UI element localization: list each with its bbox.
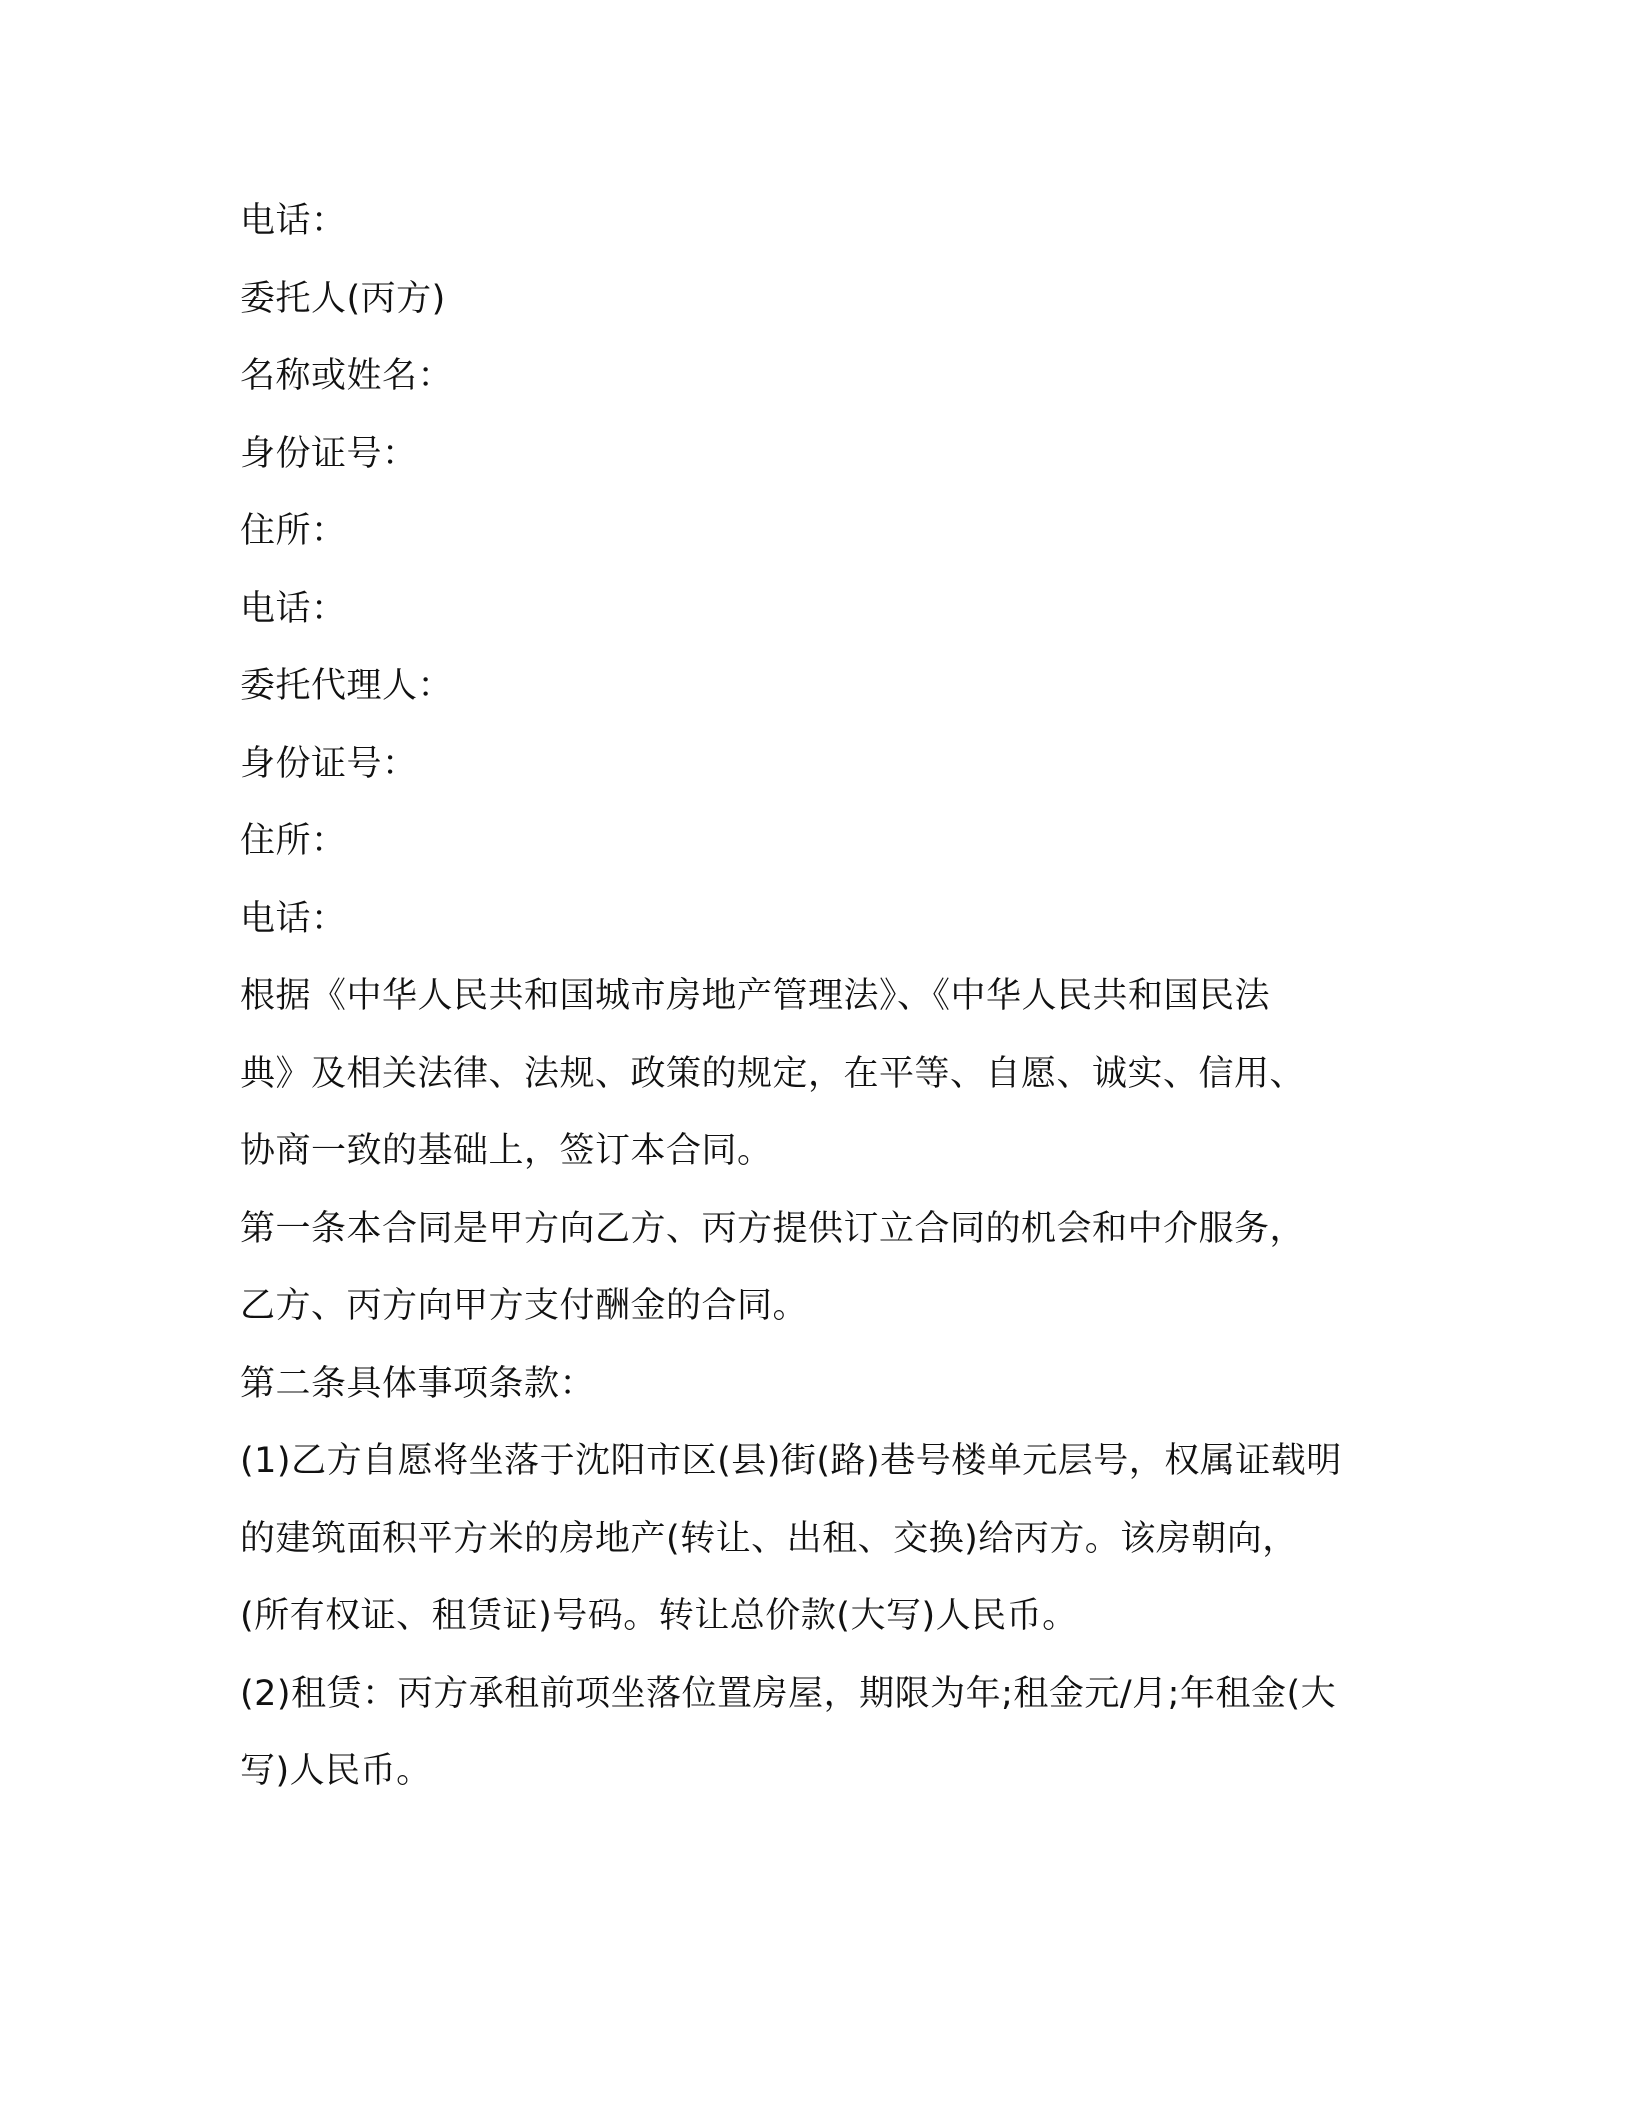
clause-2-line-2: 写)人民币。 — [240, 1751, 432, 1791]
preamble-line-2: 典》及相关法律、法规、政策的规定，在平等、自愿、诚实、信用、 — [240, 1053, 1306, 1094]
clause-1-line-2: 的建筑面积平方米的房地产(转让、出租、交换)给丙方。该房朝向， — [240, 1518, 1298, 1559]
name-label: 名称或姓名： — [240, 356, 454, 396]
agent-label: 委托代理人： — [240, 666, 454, 706]
article-1-line-2: 乙方、丙方向甲方支付酬金的合同。 — [240, 1286, 809, 1326]
clause-2-line-1: (2)租赁：丙方承租前项坐落位置房屋，期限为年;租金元/月;年租金(大 — [240, 1673, 1337, 1714]
id-number-label-2: 身份证号： — [240, 743, 418, 784]
address-label-1: 住所： — [240, 511, 347, 551]
phone-label-2: 电话： — [240, 588, 347, 629]
address-label-2: 住所： — [240, 821, 347, 861]
preamble-line-3: 协商一致的基础上，签订本合同。 — [240, 1131, 773, 1171]
document-page — [240, 183, 1400, 1811]
phone-label-3: 电话： — [240, 898, 347, 939]
phone-label-1: 电话： — [240, 201, 347, 241]
article-2-heading: 第二条具体事项条款： — [240, 1363, 596, 1404]
id-number-label-1: 身份证号： — [240, 433, 418, 474]
clause-1-line-3: (所有权证、租赁证)号码。转让总价款(大写)人民币。 — [240, 1596, 1078, 1636]
clause-1-line-1: (1)乙方自愿将坐落于沈阳市区(县)街(路)巷号楼单元层号，权属证载明 — [240, 1441, 1342, 1481]
article-1-line-1: 第一条本合同是甲方向乙方、丙方提供订立合同的机会和中介服务， — [240, 1208, 1306, 1249]
preamble-line-1: 根据《中华人民共和国城市房地产管理法》、《中华人民共和国民法 — [240, 976, 1271, 1016]
client-party-c-heading: 委托人(丙方) — [240, 278, 446, 319]
